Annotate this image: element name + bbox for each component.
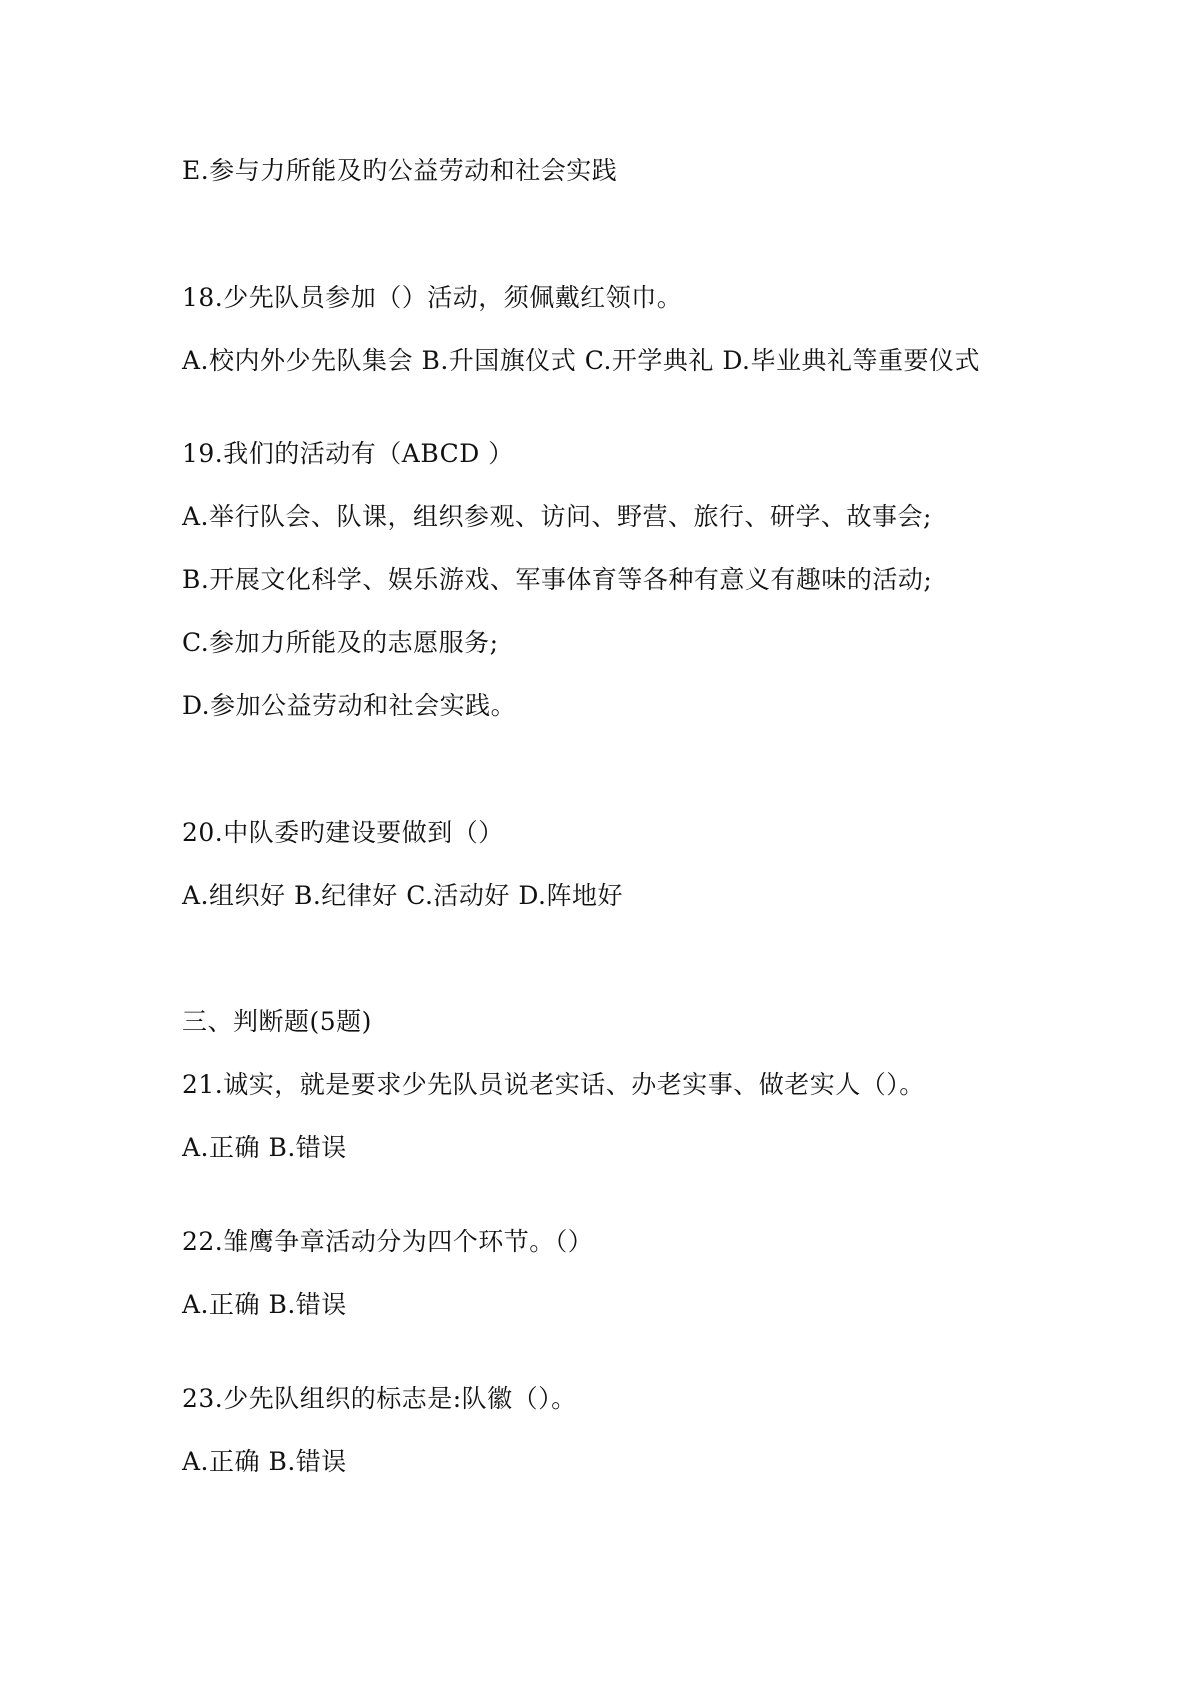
options-18: A.校内外少先队集会 B.升国旗仪式 C.开学典礼 D.毕业典礼等重要仪式	[182, 346, 980, 375]
options-22: A.正确 B.错误	[182, 1290, 347, 1319]
option-17e: E.参与力所能及旳公益劳动和社会实践	[182, 156, 618, 185]
options-20: A.组织好 B.纪律好 C.活动好 D.阵地好	[182, 881, 623, 910]
question-20: 20.中队委旳建设要做到（）	[182, 818, 504, 847]
option-19c: C.参加力所能及的志愿服务;	[182, 628, 499, 657]
question-19: 19.我们的活动有（ABCD ）	[182, 439, 514, 468]
options-23: A.正确 B.错误	[182, 1447, 347, 1476]
option-19d: D.参加公益劳动和社会实践。	[182, 691, 517, 720]
question-23: 23.少先队组织的标志是:队徽（）。	[182, 1384, 577, 1413]
section-heading-judgement: 三、判断题(5题)	[182, 1007, 372, 1036]
options-21: A.正确 B.错误	[182, 1133, 347, 1162]
question-18: 18.少先队员参加（）活动，须佩戴红领巾。	[182, 283, 683, 312]
question-22: 22.雏鹰争章活动分为四个环节。（）	[182, 1227, 594, 1256]
option-19a: A.举行队会、队课，组织参观、访问、野营、旅行、研学、故事会;	[182, 502, 932, 531]
question-21: 21.诚实，就是要求少先队员说老实话、办老实事、做老实人（）。	[182, 1070, 925, 1099]
option-19b: B.开展文化科学、娱乐游戏、军事体育等各种有意义有趣味的活动;	[182, 565, 933, 594]
